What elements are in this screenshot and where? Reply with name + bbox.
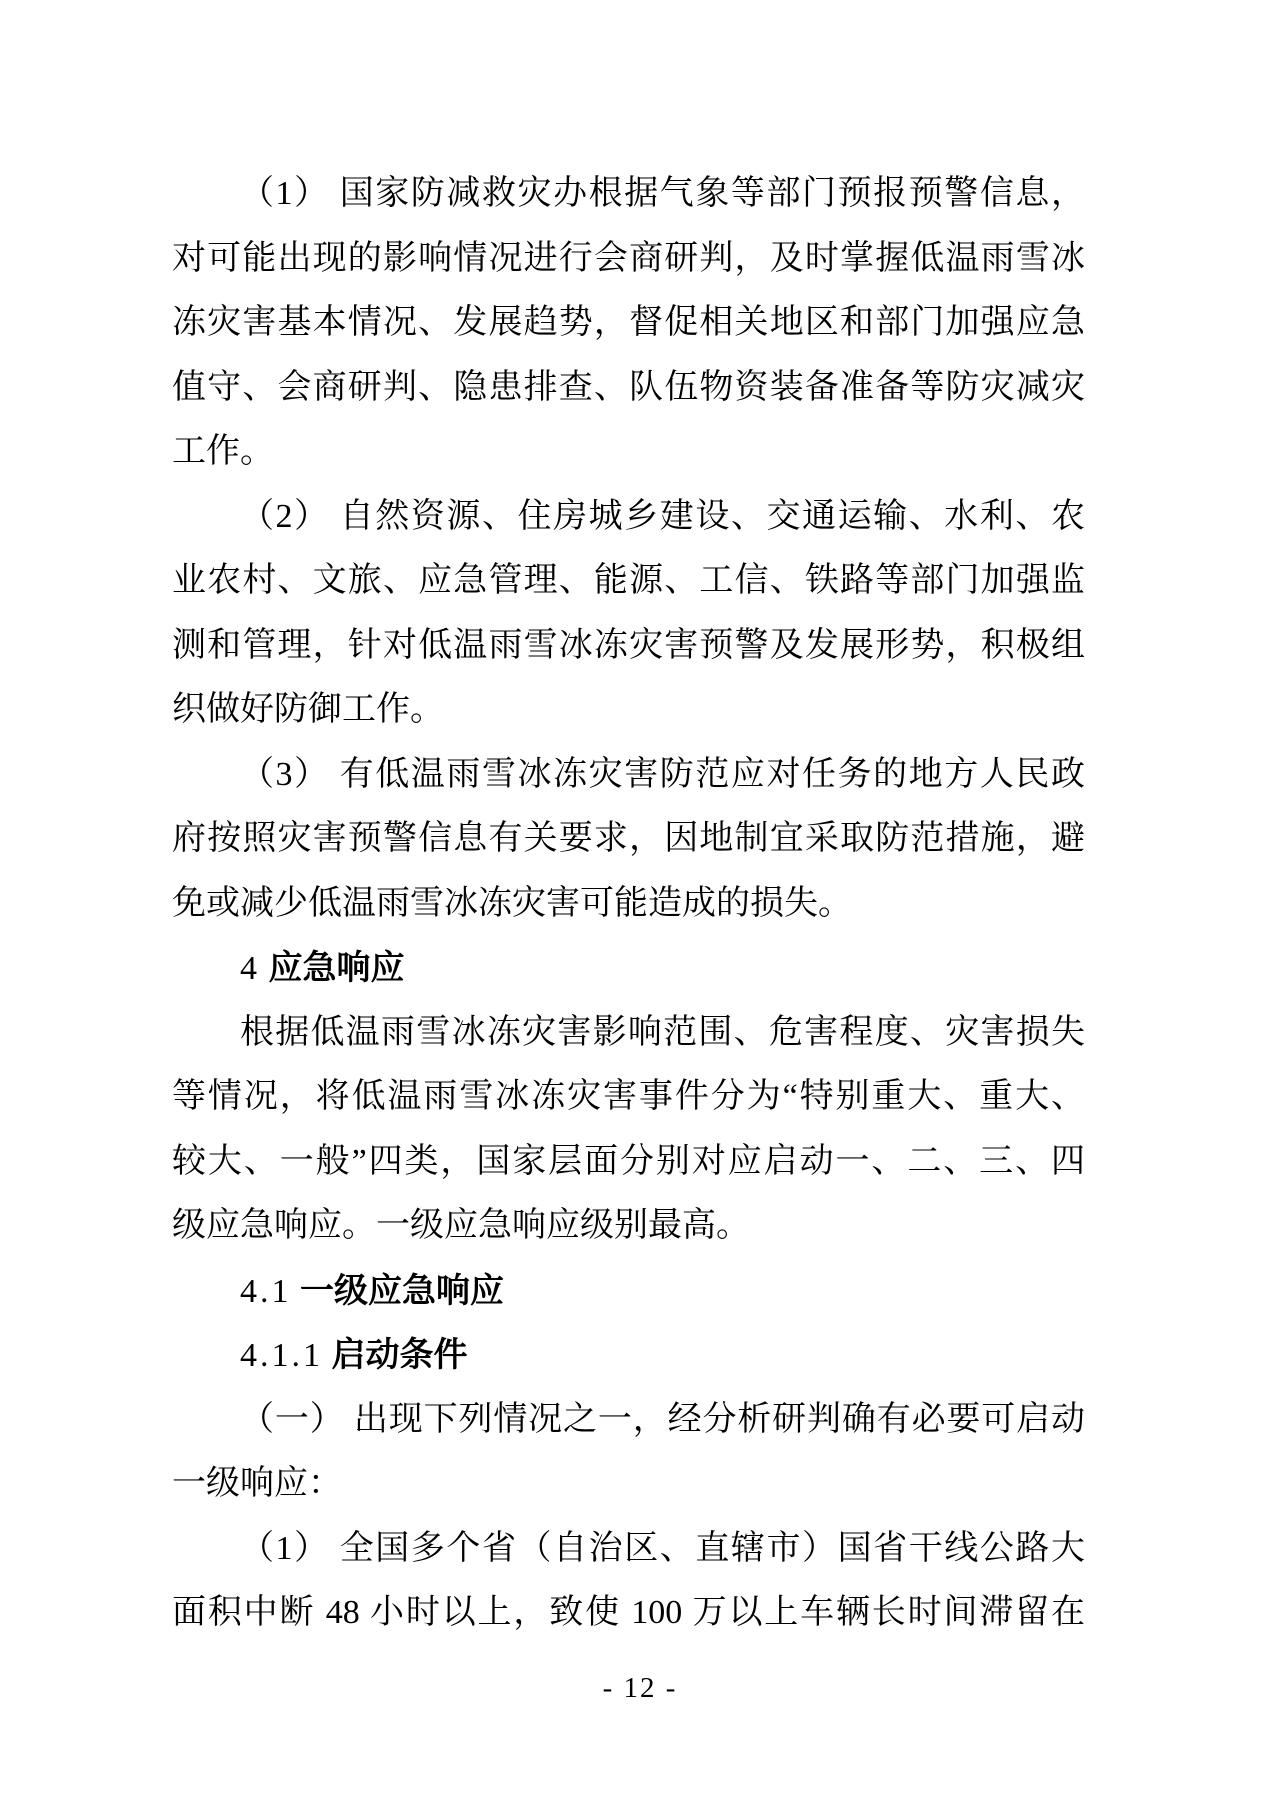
text-line: 织做好防御工作。 [172,691,444,728]
text-line: 级应急响应。一级应急响应级别最高。 [172,1207,750,1244]
section-heading [172,1323,1085,1388]
heading-number: 4.1 [240,1272,292,1310]
text-line: （1） 国家防减救灾办根据气象等部门预报预警信息， [240,175,1085,212]
text-line: （1） 全国多个省（自治区、直辖市）国省干线公路大 [240,1529,1085,1567]
heading-number: 4.1.1 [240,1337,323,1374]
text-line: （3） 有低温雨雪冰冻灾害防范应对任务的地方人民政 [240,755,1085,793]
text-line: （2） 自然资源、住房城乡建设、交通运输、水利、农 [240,497,1085,535]
text-line: 免或减少低温雨雪冰冻灾害可能造成的损失。 [172,884,852,922]
text-line: 工作。 [172,433,274,470]
text-line: 冻灾害基本情况、发展趋势，督促相关地区和部门加强应急 [172,304,1085,341]
heading-label: 一级应急响应 [300,1271,504,1310]
text-line: 业农村、文旅、应急管理、能源、工信、铁路等部门加强监 [172,562,1085,599]
text-line: （一） 出现下列情况之一，经分析研判确有必要可启动 [240,1400,1085,1438]
heading-number: 4 [240,950,260,987]
text-line: 等情况，将低温雨雪冰冻灾害事件分为“特别重大、重大、 [172,1078,1085,1115]
text-line: 较大、一般”四类，国家层面分别对应启动一、二、三、四 [172,1142,1085,1180]
document-body [172,162,1085,1646]
text-line: 对可能出现的影响情况进行会商研判，及时掌握低温雨雪冰 [172,239,1085,277]
text-line: 府按照灾害预警信息有关要求，因地制宜采取防范措施，避 [172,820,1085,857]
text-line: 面积中断 48 小时以上，致使 100 万以上车辆长时间滞留在 [172,1594,1085,1631]
page-number: - 12 - [602,1672,678,1704]
heading-label: 启动条件 [331,1336,468,1374]
text-line: 测和管理，针对低温雨雪冰冻灾害预警及发展形势，积极组 [172,626,1085,664]
text-line: 根据低温雨雪冰冻灾害影响范围、危害程度、灾害损失 [240,1013,1085,1051]
section-heading [172,1259,1085,1324]
text-line: 一级响应： [172,1465,342,1502]
text-line: 值守、会商研判、隐患排查、队伍物资装备准备等防灾减灾 [172,368,1085,406]
section-heading [172,936,1085,1001]
heading-label: 应急响应 [268,949,405,987]
